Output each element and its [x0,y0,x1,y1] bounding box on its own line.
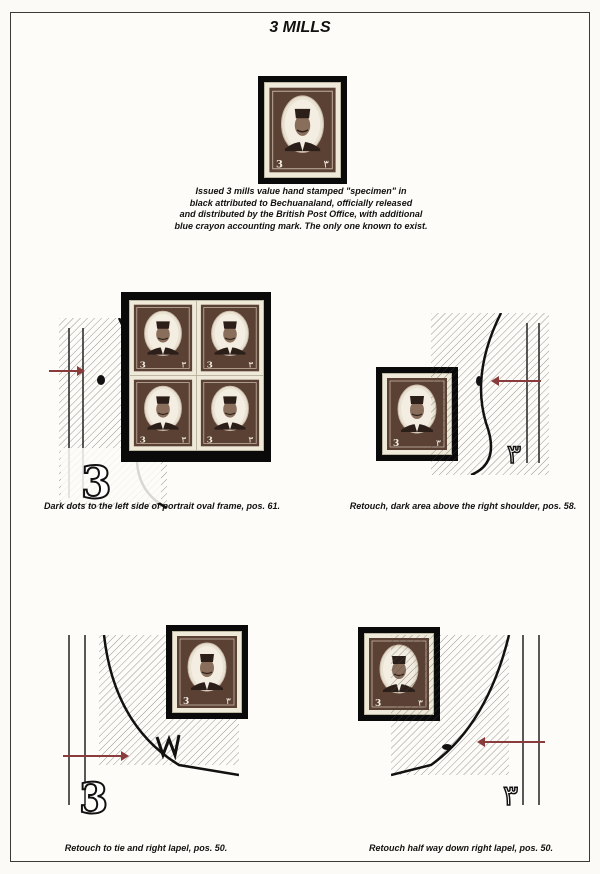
pointer-arrow [49,370,79,372]
stamp-value-numeral: 3 [375,699,382,709]
block-stamp [129,300,197,376]
stamp-value-numeral: 3 [206,435,213,446]
svg-text:3: 3 [81,458,112,508]
tie-caption: Retouch to tie and right lapel, pos. 50. [64,843,228,853]
lapel-caption: Retouch half way down right lapel, pos. 50. [368,843,554,853]
stamp-value-numeral: 3 [183,697,190,707]
specimen-caption [141,186,461,232]
pointer-arrow [483,741,545,743]
stamp-value-arabic: ٣ [323,158,329,171]
stamp-value-numeral: 3 [206,360,213,371]
stamp-design [173,632,241,712]
album-page [10,12,590,862]
stamp-value-arabic: ٣ [248,435,254,446]
stamp-design [197,376,263,450]
stamp-value-arabic: ٣ [181,435,187,446]
specimen-caption-line: and distributed by the British Post Office, with additional [179,209,423,219]
stamp-design [130,376,196,450]
specimen-stamp-mount [258,76,347,184]
enlargement-right-lapel [391,635,549,815]
tie-stamp-mount [166,625,248,719]
shoulder-caption: Retouch, dark area above the right shoulder, pos. 58. [349,501,577,511]
specimen-caption-line: blue crayon accounting mark. The only one known to exist. [174,220,428,231]
pointer-arrow [497,380,541,382]
block-caption: Dark dots to the left side of portrait oval frame, pos. 61. [43,501,281,511]
specimen-caption-line: Issued 3 mills value hand stamped "specimen" in [195,186,407,196]
stamp-value-numeral: 3 [276,158,283,171]
block-of-four-mount [121,292,271,462]
stamp-design [130,301,196,375]
stamp-design [197,301,263,375]
specimen-stamp [264,82,341,178]
block-stamp [129,375,197,451]
svg-text:٣: ٣ [507,440,521,470]
block-stamp [196,300,264,376]
stamp-design [265,83,340,177]
tie-stamp [172,631,242,713]
page-title: 3 MILLS [269,19,331,36]
specimen-caption-line: black attributed to Bechuanaland, officially released [189,197,413,208]
block-stamp [196,375,264,451]
svg-text:3: 3 [79,774,109,815]
pointer-arrow [63,755,123,757]
stamp-value-numeral: 3 [139,435,146,446]
enlargement-right-shoulder [431,313,549,475]
stamp-value-numeral: 3 [393,439,400,449]
svg-text:٣: ٣ [503,779,519,812]
stamp-value-arabic: ٣ [226,697,231,707]
stamp-value-arabic: ٣ [248,360,254,371]
stamp-value-numeral: 3 [139,360,146,371]
stamp-value-arabic: ٣ [181,360,187,371]
